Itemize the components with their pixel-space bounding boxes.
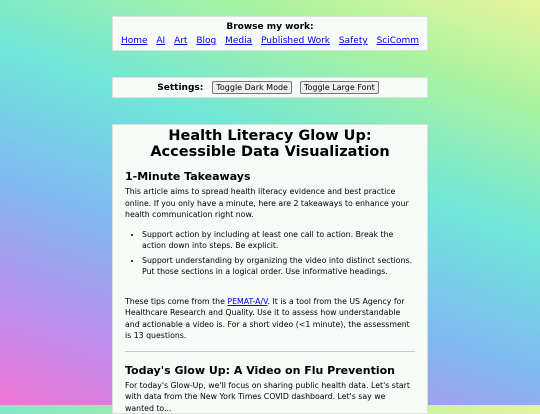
toggle-large-font-button[interactable]: Toggle Large Font — [300, 81, 379, 94]
pemat-link[interactable]: PEMAT-A/V — [227, 297, 267, 306]
article-title: Health Literacy Glow Up: Accessible Data Visualization — [125, 128, 415, 160]
nav-bar — [112, 16, 428, 51]
tips-text-after: . It is a tool from the US Agency for Healthcare Research and Quality. Use it to assess how understandable and actionable a video is. For a short video (<1 minute), the assessment is 13 questions. — [125, 297, 410, 341]
list-item: • Support action by including at least one call to action. Break the action down into steps. Be explicit. — [142, 229, 415, 252]
nav-link-scicomm[interactable]: SciComm — [377, 36, 420, 46]
nav-link-media[interactable]: Media — [225, 36, 252, 46]
takeaways-list — [125, 229, 415, 278]
nav-link-art[interactable]: Art — [174, 36, 187, 46]
nav-link-safety[interactable]: Safety — [339, 36, 368, 46]
section-heading-takeaways: 1-Minute Takeaways — [125, 170, 415, 184]
list-item: • Support understanding by organizing the video into distinct sections. Put those sections in a logical order. Use informative headings. — [142, 255, 415, 278]
divider — [125, 351, 415, 352]
tips-text-before: These tips come from the — [125, 297, 227, 306]
glow-up-paragraph: For today's Glow-Up, we'll focus on sharing public health data. Let's start with data from the New York Times COVID dashboard. Let's say we wanted to... — [125, 380, 415, 414]
tips-paragraph — [125, 296, 415, 342]
intro-paragraph: This article aims to spread health literacy evidence and best practice online. If you only have a minute, here are 2 takeaways to enhance your health communication right now. — [125, 186, 415, 221]
nav-title: Browse my work: — [113, 22, 427, 33]
nav-link-home[interactable]: Home — [121, 36, 148, 46]
nav-links — [113, 36, 427, 47]
nav-link-published-work[interactable]: Published Work — [261, 36, 330, 46]
toggle-dark-mode-button[interactable]: Toggle Dark Mode — [212, 81, 292, 94]
settings-bar — [112, 77, 428, 98]
nav-link-ai[interactable]: AI — [156, 36, 165, 46]
article-card — [112, 124, 428, 414]
settings-label: Settings: — [157, 83, 203, 93]
section-heading-glow-up: Today's Glow Up: A Video on Flu Prevention — [125, 364, 415, 378]
nav-link-blog[interactable]: Blog — [196, 36, 216, 46]
